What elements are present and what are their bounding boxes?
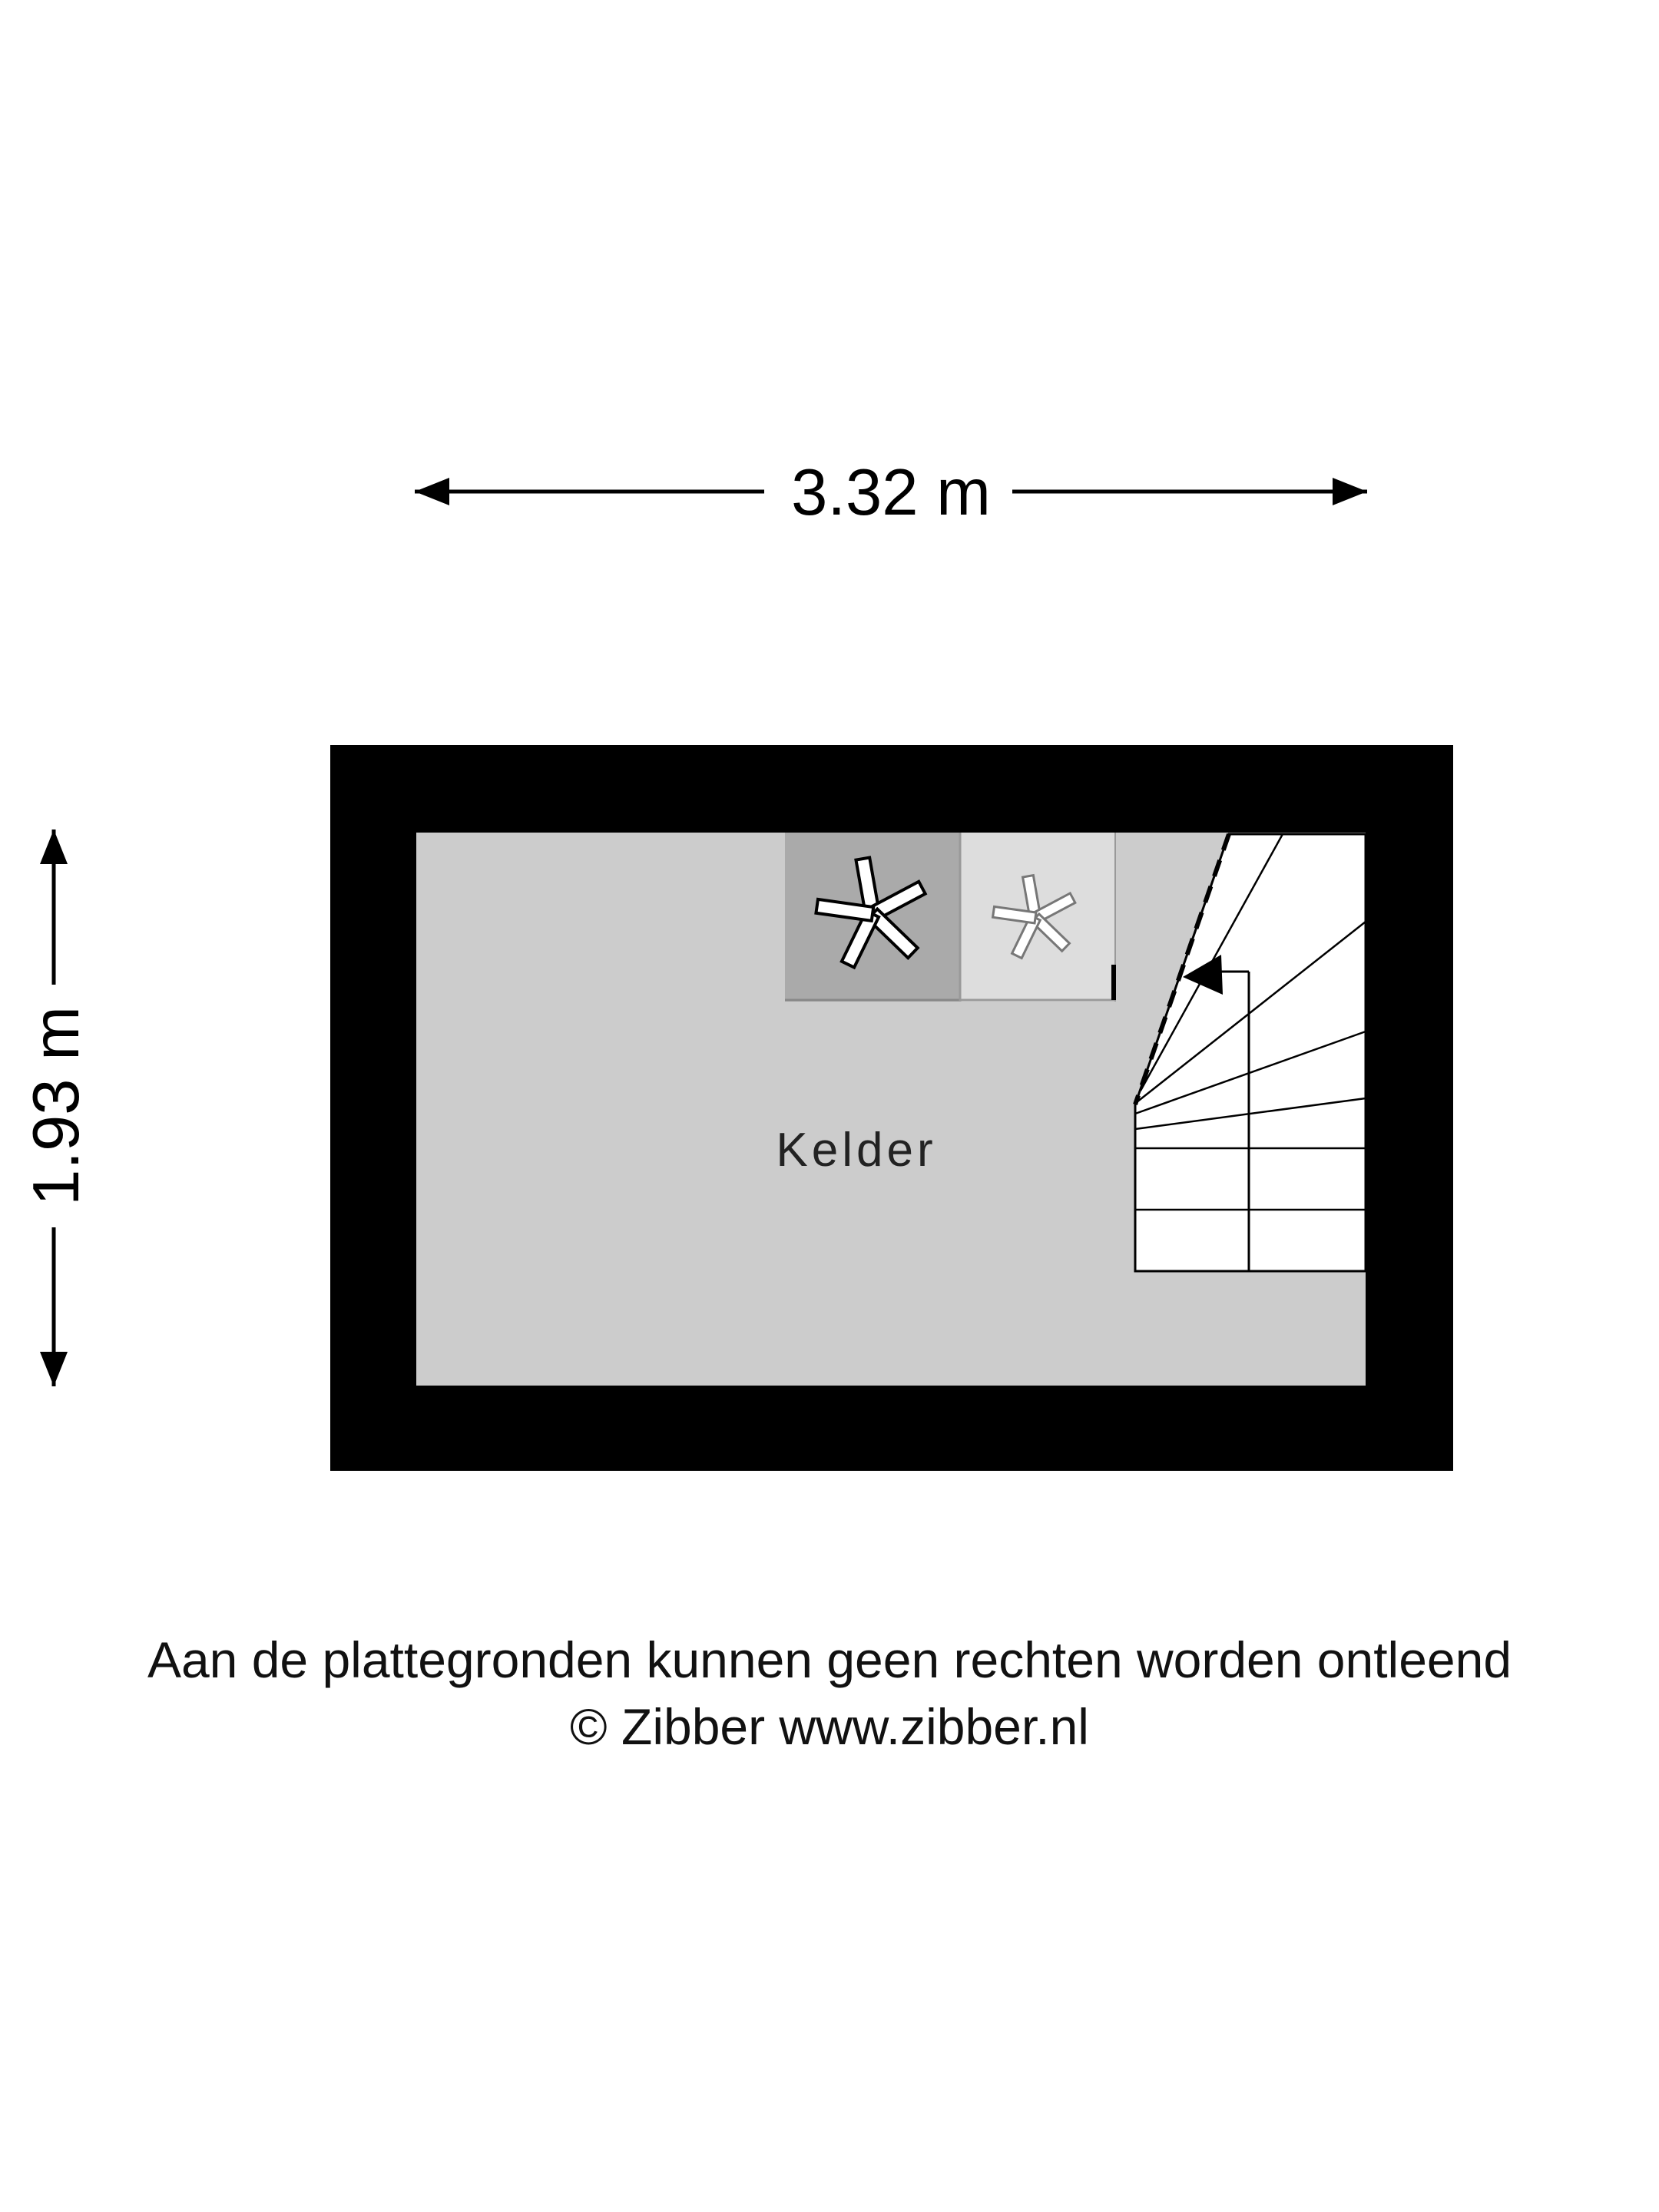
width-arrow-right-icon [1333, 478, 1367, 505]
height-arrow-top-icon [40, 830, 68, 864]
width-arrow-left-icon [415, 478, 449, 505]
room-label: Kelder [776, 1124, 937, 1177]
washing-machine [785, 833, 960, 1002]
width-dimension-label: 3.32 m [791, 456, 991, 529]
width-dimension [415, 456, 1367, 529]
disclaimer-text: Aan de plattegronden kunnen geen rechten worden ontleend [147, 1631, 1512, 1688]
height-arrow-bottom-icon [40, 1352, 68, 1386]
height-dimension-label: 1.93 m [20, 1006, 93, 1206]
height-dimension [20, 830, 93, 1386]
dryer [960, 833, 1115, 1002]
copyright-text: © Zibber www.zibber.nl [570, 1698, 1089, 1755]
